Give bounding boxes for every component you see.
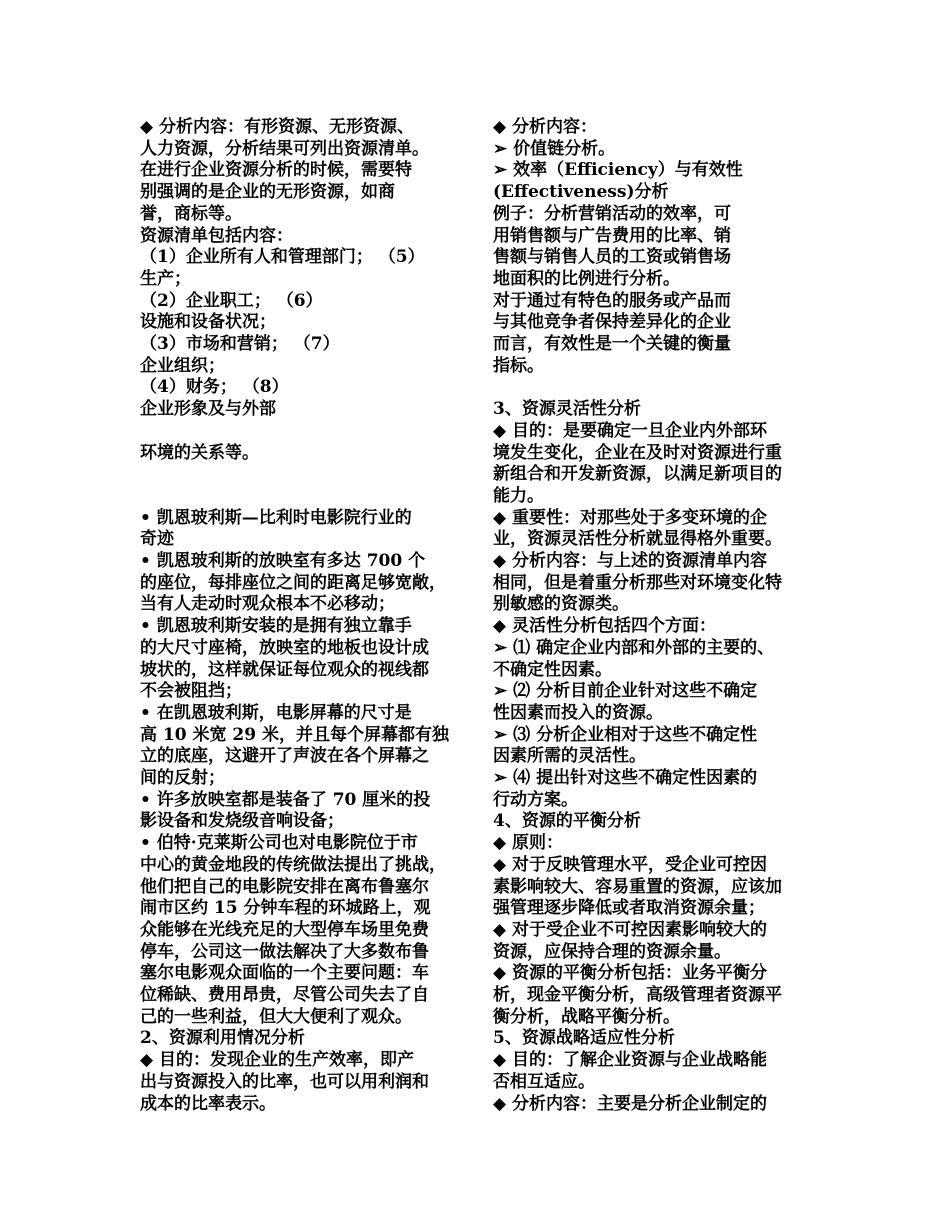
text-line: ➢ 效率（Efficiency）与有效性	[493, 160, 743, 180]
text-line: ◆ 灵活性分析包括四个方面：	[493, 616, 716, 636]
text-line: • 在凯恩玻利斯，电影屏幕的尺寸是	[140, 703, 412, 723]
text-line: 位稀缺、费用昂贵，尽管公司失去了自	[140, 985, 429, 1005]
text-line: 企业形象及与外部	[140, 399, 276, 419]
text-line: 析，现金平衡分析，高级管理者资源平	[493, 985, 782, 1005]
text-line: ◆ 目的：了解企业资源与企业战略能	[493, 1050, 767, 1070]
text-line: 对于通过有特色的服务或产品而	[493, 291, 731, 311]
text-line: （2）企业职工； （6）	[140, 291, 323, 311]
text-line: ◆ 对于反映管理水平，受企业可控因	[493, 855, 767, 875]
text-line: ◆ 分析内容：有形资源、无形资源、	[140, 117, 414, 137]
text-line: （3）市场和营销； （7）	[140, 334, 340, 354]
text-line: 性因素而投入的资源。	[493, 703, 663, 723]
text-line: 能力。	[493, 486, 544, 506]
text-line: ➢ ⑶ 分析企业相对于这些不确定性	[493, 725, 758, 745]
text-line: ➢ ⑵ 分析目前企业针对这些不确定	[493, 681, 758, 701]
text-line: 他们把自己的电影院安排在离布鲁塞尔	[140, 877, 429, 897]
text-line: ◆ 分析内容：	[493, 117, 597, 137]
text-line: ◆ 分析内容：与上述的资源清单内容	[493, 551, 767, 571]
text-line: 强管理逐步降低或者取消资源余量；	[493, 898, 765, 918]
text-line: 不会被阻挡；	[140, 681, 242, 701]
text-line: 在进行企业资源分析的时候，需要特	[140, 160, 412, 180]
text-line: 衡分析，战略平衡分析。	[493, 1007, 680, 1027]
text-line: • 凯恩玻利斯—比利时电影院行业的	[140, 508, 412, 528]
text-line: 闹市区约 15 分钟车程的环城路上，观	[140, 898, 431, 918]
text-line: 行动方案。	[493, 790, 578, 810]
text-line: 的座位，每排座位之间的距离足够宽敞，	[140, 573, 446, 593]
text-line: 新组合和开发新资源，以满足新项目的	[493, 464, 782, 484]
text-line: ◆ 分析内容：主要是分析企业制定的	[493, 1094, 767, 1114]
text-line: 成本的比率表示。	[140, 1094, 276, 1114]
text-line: 地面积的比例进行分析。	[493, 269, 680, 289]
text-line: 素影响较大、容易重置的资源，应该加	[493, 877, 782, 897]
text-line: 奇迹	[140, 529, 174, 549]
text-line: 而言，有效性是一个关键的衡量	[493, 334, 731, 354]
text-line: 指标。	[493, 356, 544, 376]
text-line: • 凯恩玻利斯的放映室有多达 700 个	[140, 551, 426, 571]
text-line: （1）企业所有人和管理部门； （5）	[140, 247, 425, 267]
text-line: 出与资源投入的比率，也可以用利润和	[140, 1072, 429, 1092]
text-line: 资源清单包括内容：	[140, 226, 293, 246]
text-line: ◆ 原则：	[493, 833, 563, 853]
text-line: ◆ 重要性：对那些处于多变环境的企	[493, 508, 767, 528]
text-line: 境发生变化，企业在及时对资源进行重	[493, 443, 782, 463]
text-line: ➢ 价值链分析。	[493, 139, 616, 159]
text-line: 立的底座，这避开了声波在各个屏幕之	[140, 746, 429, 766]
text-line: 相同，但是着重分析那些对环境变化特	[493, 573, 782, 593]
text-line: 2、资源利用情况分析	[140, 1028, 305, 1048]
text-line: ◆ 目的：是要确定一旦企业内外部环	[493, 421, 767, 441]
text-line: 不确定性因素。	[493, 660, 612, 680]
text-line: ◆ 资源的平衡分析包括：业务平衡分	[493, 963, 767, 983]
text-line: 例子：分析营销活动的效率，可	[493, 204, 731, 224]
text-line: 间的反射；	[140, 768, 225, 788]
text-line: 人力资源，分析结果可列出资源清单。	[140, 139, 429, 159]
text-line: 因素所需的灵活性。	[493, 746, 646, 766]
text-line: ◆ 目的：发现企业的生产效率，即产	[140, 1050, 414, 1070]
text-line: 塞尔电影观众面临的一个主要问题：车	[140, 963, 429, 983]
text-line: 售额与销售人员的工资或销售场	[493, 247, 731, 267]
text-line: ➢ ⑷ 提出针对这些不确定性因素的	[493, 768, 758, 788]
text-line: 誉，商标等。	[140, 204, 242, 224]
text-line: 中心的黄金地段的传统做法提出了挑战，	[140, 855, 446, 875]
text-line: 否相互适应。	[493, 1072, 595, 1092]
text-line: 的大尺寸座椅，放映室的地板也设计成	[140, 638, 429, 658]
text-line: • 凯恩玻利斯安装的是拥有独立靠手	[140, 616, 412, 636]
text-line: ➢ ⑴ 确定企业内部和外部的主要的、	[493, 638, 775, 658]
text-line: 业，资源灵活性分析就显得格外重要。	[493, 529, 782, 549]
text-line: 用销售额与广告费用的比率、销	[493, 226, 731, 246]
text-line: 5、资源战略适应性分析	[493, 1028, 675, 1048]
text-line: 影设备和发烧级音响设备；	[140, 811, 344, 831]
text-line: 别强调的是企业的无形资源，如商	[140, 182, 395, 202]
text-line: (Effectiveness)分析	[493, 182, 669, 202]
text-line: 与其他竞争者保持差异化的企业	[493, 312, 731, 332]
text-line: 众能够在光线充足的大型停车场里免费	[140, 920, 429, 940]
text-line: 环境的关系等。	[140, 443, 259, 463]
text-line: 企业组织；	[140, 356, 225, 376]
text-line: 4、资源的平衡分析	[493, 811, 641, 831]
text-line: 停车，公司这一做法解决了大多数布鲁	[140, 942, 429, 962]
text-line: 3、资源灵活性分析	[493, 399, 641, 419]
text-line: 当有人走动时观众根本不必移动；	[140, 594, 395, 614]
text-line: 己的一些利益，但大大便利了观众。	[140, 1007, 412, 1027]
text-line: 生产；	[140, 269, 191, 289]
text-line: ◆ 对于受企业不可控因素影响较大的	[493, 920, 767, 940]
text-line: 设施和设备状况；	[140, 312, 276, 332]
text-line: 别敏感的资源类。	[493, 594, 629, 614]
text-line: 坡状的，这样就保证每位观众的视线都	[140, 660, 429, 680]
text-line: • 许多放映室都是装备了 70 厘米的投	[140, 790, 431, 810]
text-line: （4）财务； （8）	[140, 377, 289, 397]
text-line: 资源，应保持合理的资源余量。	[493, 942, 731, 962]
text-line: 高 10 米宽 29 米，并且每个屏幕都有独	[140, 725, 449, 745]
text-line: • 伯特·克莱斯公司也对电影院位于市	[140, 833, 418, 853]
